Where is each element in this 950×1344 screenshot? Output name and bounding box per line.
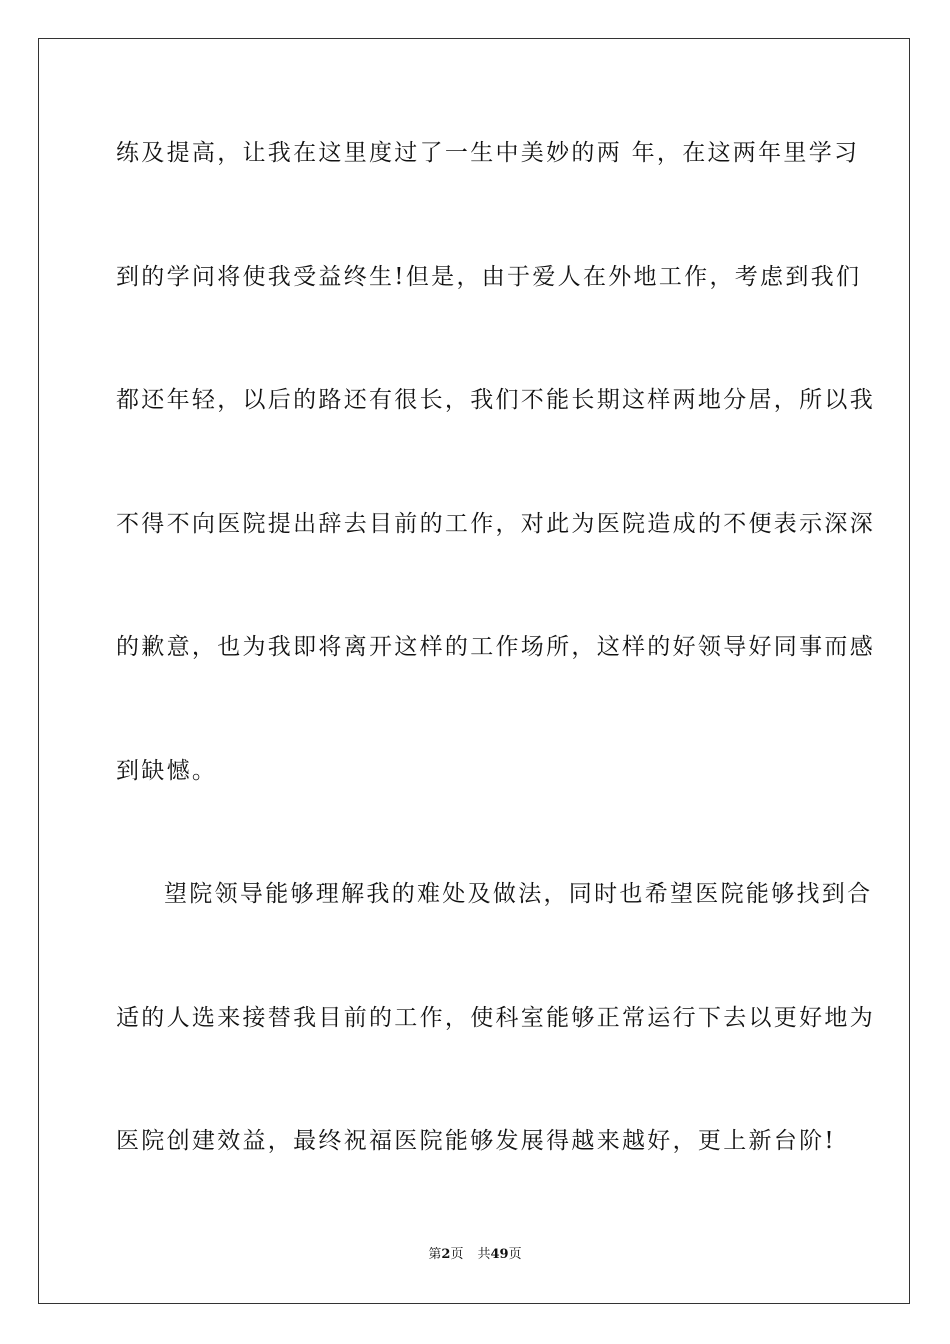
page-prefix: 第: [428, 1247, 442, 1262]
body-text-line: 医院创建效益，最终祝福医院能够发展得越来越好，更上新台阶!: [116, 1128, 836, 1154]
total-suffix: 页: [508, 1247, 522, 1262]
body-text-line: 到缺憾。: [116, 758, 218, 784]
page-footer: [0, 1246, 950, 1264]
page-number: 2: [441, 1247, 451, 1262]
body-text-line: 练及提高，让我在这里度过了一生中美妙的两 年，在这两年里学习: [116, 140, 860, 166]
body-text-line: 适的人选来接替我目前的工作，使科室能够正常运行下去以更好地为: [116, 1005, 875, 1031]
page-suffix: 页: [450, 1247, 464, 1262]
body-text-line: 的歉意，也为我即将离开这样的工作场所，这样的好领导好同事而感: [116, 634, 875, 660]
body-text-line: 到的学问将使我受益终生!但是，由于爱人在外地工作，考虑到我们: [116, 264, 862, 290]
total-pages: 49: [490, 1247, 509, 1262]
total-prefix: 共: [477, 1247, 491, 1262]
page-border: [38, 38, 910, 1304]
body-text-line: 不得不向医院提出辞去目前的工作，对此为医院造成的不便表示深深: [116, 511, 875, 537]
body-text-line: 都还年轻，以后的路还有很长，我们不能长期这样两地分居，所以我: [116, 387, 875, 413]
paragraph-first-line: 望院领导能够理解我的难处及做法，同时也希望医院能够找到合: [164, 881, 873, 907]
